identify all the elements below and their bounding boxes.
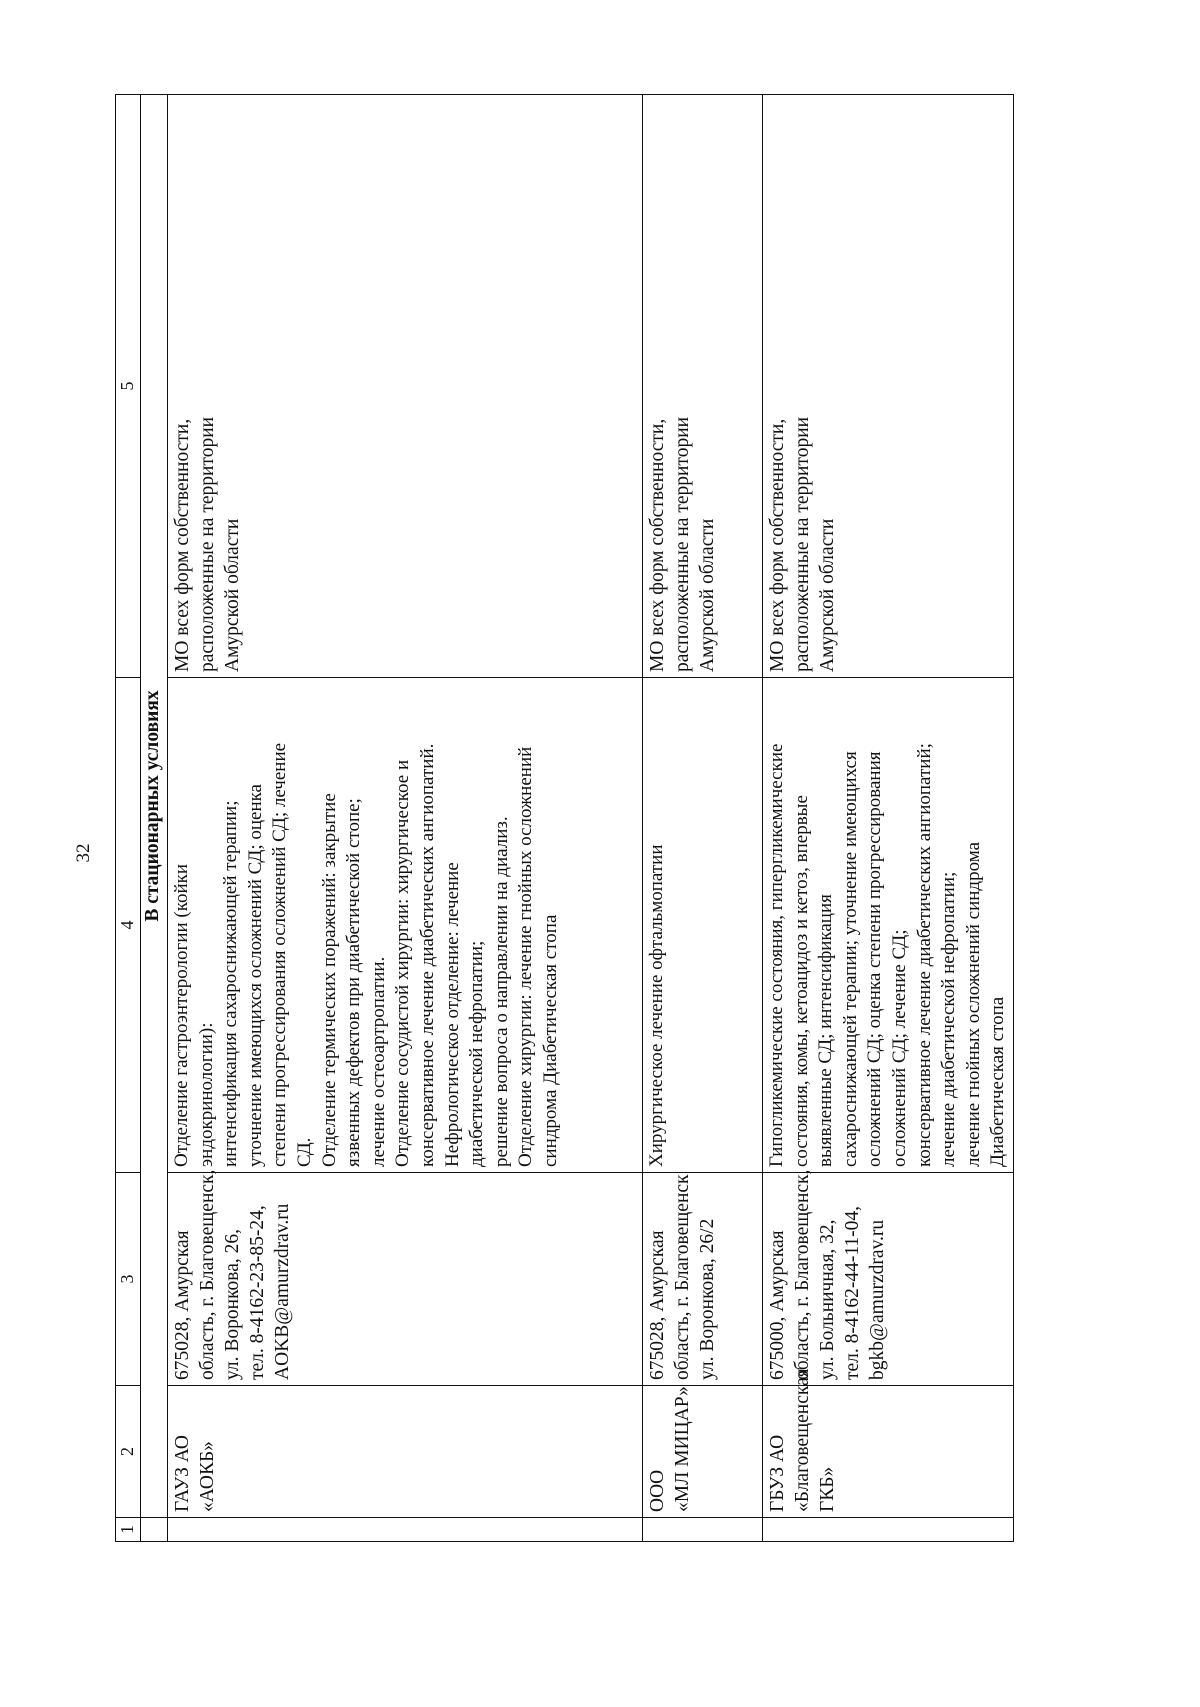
address-line: ул. Воронкова, 26/2 [697, 1218, 718, 1380]
referral-scope-line: Амурской области [697, 518, 718, 672]
address-line: тел. 8-4162-23-85-24, [247, 1205, 268, 1380]
page-number: 32 [73, 843, 94, 863]
address-cell [763, 1169, 1014, 1386]
address-cell [643, 1173, 763, 1386]
referral-scope-line: Амурской области [817, 518, 838, 672]
services-line: осложнений СД; оценка степени прогрессирования [864, 751, 886, 1167]
row-index-cell [643, 1518, 763, 1542]
organization-name-line: «АОКБ» [197, 1441, 218, 1512]
email-line: bgkb@amurzdrav.ru [867, 1219, 888, 1380]
table-row [168, 95, 643, 1542]
referral-scope-cell [763, 95, 1014, 678]
services-line: лечение гнойных осложнений синдрома [962, 841, 984, 1167]
column-number-2: 2 [116, 1386, 141, 1518]
services-line: Нефрологическое отделение: лечение [441, 862, 463, 1167]
services-line: выявленные СД; интенсификация [815, 894, 837, 1167]
referral-scope-line: расположенные на территории [197, 416, 218, 672]
organization-name-cell [168, 1386, 643, 1518]
column-number-3: 3 [116, 1173, 141, 1386]
referral-scope-line: МО всех форм собственности, [647, 418, 668, 672]
services-line: Отделение термических поражений: закрытие [318, 793, 340, 1167]
row-index-cell [168, 1518, 643, 1542]
column-number-4: 4 [116, 678, 141, 1173]
organization-name-cell [763, 1368, 1014, 1518]
medical-organizations-table [115, 94, 1014, 1542]
services-line: эндокринологии): [195, 1022, 217, 1167]
services-line: состояния, комы, кетоацидоз и кетоз, впервые [790, 795, 812, 1167]
column-number-5: 5 [116, 95, 141, 678]
referral-scope-cell [168, 95, 643, 678]
referral-scope-line: МО всех форм собственности, [767, 418, 788, 672]
referral-scope-cell [643, 95, 763, 678]
services-cell [168, 678, 643, 1173]
services-line: Гипогликемические состояния, гипергликемические [766, 743, 787, 1167]
address-line: ул. Воронкова, 26, [222, 1228, 243, 1380]
services-line: консервативное лечение диабетических ангиопатий; [913, 743, 935, 1167]
services-line: Диабетическая стопа [987, 996, 1009, 1167]
section-row [141, 95, 168, 1542]
services-line: лечение диабетической нефропатии; [938, 871, 960, 1167]
address-line: 675028, Амурская [172, 1230, 193, 1380]
services-line: язвенных дефектов при диабетической стопе; [343, 798, 365, 1167]
organization-name-line: «МЛ МИЦАР» [672, 1386, 693, 1512]
table-row [763, 95, 1014, 1542]
address-line: область, г. Благовещенск, [792, 1169, 813, 1380]
address-line: область, г. Благовещенск [672, 1174, 693, 1380]
email-line: AOKB@amurzdrav.ru [272, 1203, 293, 1380]
services-line: степени прогрессирования осложнений СД; лечение [269, 742, 291, 1167]
services-line: консервативное лечение диабетических ангиопатий. [416, 743, 438, 1167]
services-cell [763, 678, 1014, 1173]
address-line: область, г. Благовещенск, [197, 1169, 218, 1380]
organization-name-line: ГАУЗ АО [172, 1435, 193, 1512]
address-cell [168, 1169, 643, 1386]
services-line: Отделение сосудистой хирургии: хирургическое и [392, 759, 414, 1167]
services-line: интенсификация сахароснижающей терапии; [220, 800, 242, 1167]
services-cell [643, 678, 763, 1173]
table-row [643, 95, 763, 1542]
organization-name-line: «Благовещенская [792, 1368, 813, 1512]
services-line: решение вопроса о направлении на диализ. [490, 816, 512, 1167]
address-line: 675000, Амурская [767, 1230, 788, 1380]
organization-name-line: ГБУЗ АО [767, 1434, 788, 1512]
organization-name-cell [643, 1386, 763, 1518]
column-number-row [116, 95, 141, 1542]
organization-name-line: ООО [647, 1469, 668, 1512]
services-line: уточнение имеющихся осложнений СД; оценка [244, 784, 266, 1167]
services-line: Отделение гастроэнтерологии (койки [171, 863, 192, 1167]
services-line: лечение остеоартропатии. [367, 956, 389, 1167]
referral-scope-line: расположенные на территории [672, 416, 693, 672]
services-line: осложнений СД; лечение СД; [888, 929, 910, 1167]
referral-scope-line: МО всех форм собственности, [172, 418, 193, 672]
address-line: тел. 8-4162-44-11-04, [842, 1205, 863, 1380]
section-row-index-cell [141, 1518, 168, 1542]
referral-scope-line: Амурской области [222, 518, 243, 672]
row-index-cell [763, 1518, 1014, 1542]
services-line: сахароснижающей терапии; уточнение имеющихся [839, 751, 861, 1167]
services-line: Отделение хирургии: лечение гнойных осложнений [515, 746, 537, 1167]
address-line: ул. Больничная, 32, [817, 1219, 838, 1380]
services-line: Хирургическое лечение офтальмопатии [646, 844, 667, 1167]
section-title: В стационарных условиях [141, 95, 168, 1518]
referral-scope-line: расположенные на территории [792, 416, 813, 672]
services-line: синдрома Диабетическая стопа [539, 914, 561, 1167]
column-number-1: 1 [116, 1518, 141, 1542]
rotated-table-container [115, 95, 1096, 1542]
organization-name-line: ГКБ» [817, 1466, 838, 1512]
address-line: 675028, Амурская [647, 1230, 668, 1380]
services-line: СД. [293, 1137, 315, 1167]
services-line: диабетической нефропатии; [466, 940, 488, 1167]
